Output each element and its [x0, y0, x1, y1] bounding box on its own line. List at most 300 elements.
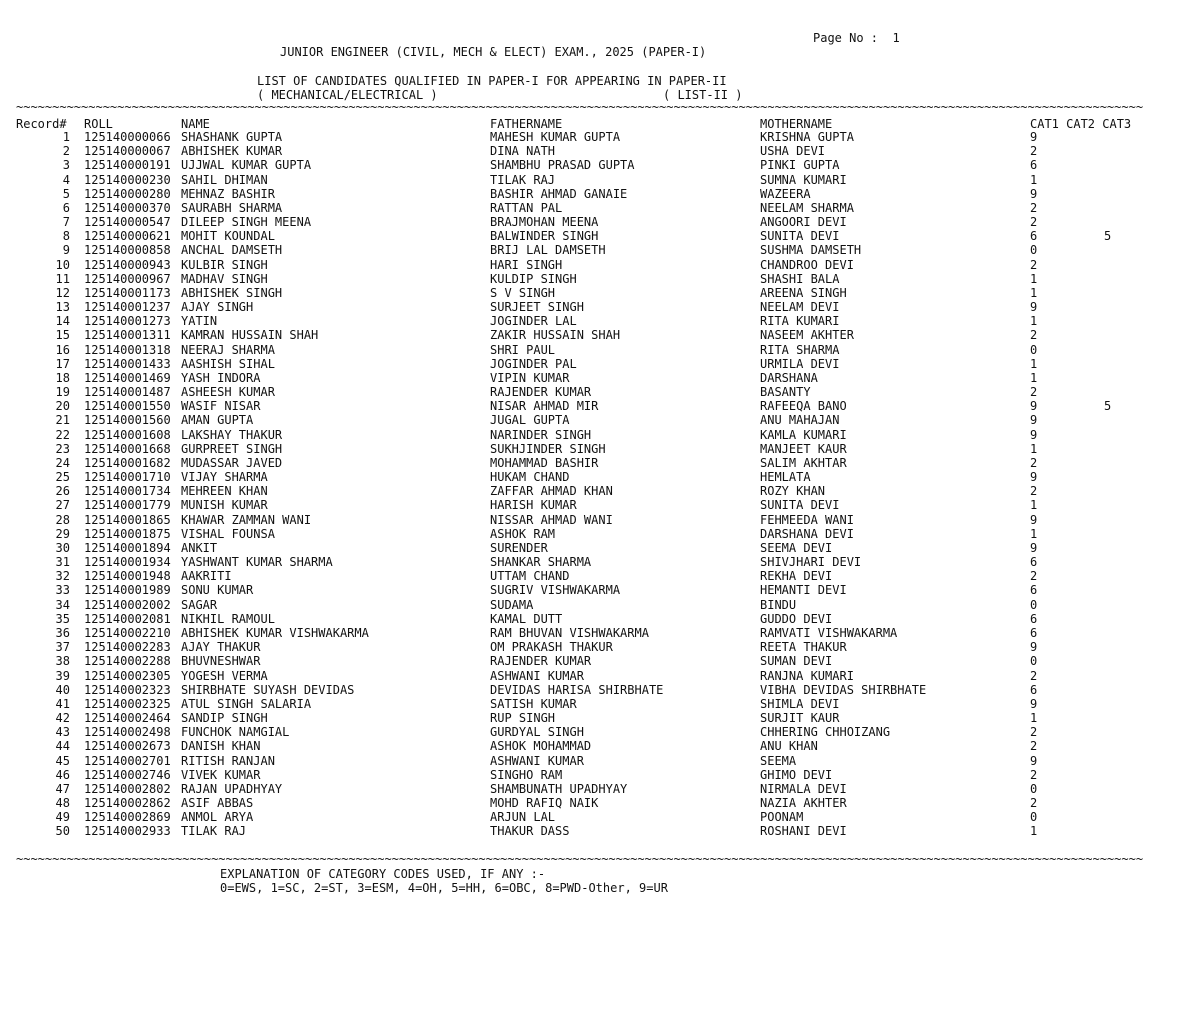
record-number: 35	[55, 611, 70, 626]
candidate-name: SHASHANK GUPTA	[181, 130, 283, 144]
category-codes-heading: EXPLANATION OF CATEGORY CODES USED, IF ANY :-	[220, 867, 546, 881]
record-number: 37	[55, 640, 70, 655]
record-number: 34	[55, 597, 70, 612]
roll-number: 125140001682	[84, 455, 171, 470]
mother-name: BASANTY	[760, 385, 811, 400]
roll-number: 125140001273	[84, 314, 171, 329]
father-name: HARI SINGH	[490, 257, 563, 272]
candidate-name: SAURABH SHARMA	[181, 200, 283, 215]
father-name: ASHWANI KUMAR	[490, 753, 584, 768]
father-name: MOHAMMAD BASHIR	[490, 455, 599, 470]
record-number: 18	[55, 370, 70, 385]
record-number: 15	[55, 328, 70, 343]
candidate-name: DANISH KHAN	[181, 739, 261, 754]
record-number: 33	[55, 583, 70, 598]
mother-name: GUDDO DEVI	[760, 611, 833, 626]
record-number: 30	[55, 540, 70, 555]
mother-name: SUNITA DEVI	[760, 229, 840, 244]
roll-number: 125140001487	[84, 385, 171, 400]
candidate-name: SONU KUMAR	[181, 583, 254, 598]
roll-number: 125140002802	[84, 781, 171, 796]
roll-number: 125140000858	[84, 243, 171, 258]
candidate-name: YOGESH VERMA	[181, 668, 268, 683]
cat1-code: 6	[1030, 682, 1038, 697]
roll-number: 125140002862	[84, 796, 171, 810]
record-number: 3	[62, 158, 70, 173]
mother-name: SEEMA	[760, 753, 797, 768]
mother-name: NAZIA AKHTER	[760, 796, 847, 810]
cat1-code: 9	[1030, 186, 1038, 201]
candidate-name: RAJAN UPADHYAY	[181, 781, 283, 796]
mother-name: RAMVATI VISHWAKARMA	[760, 626, 898, 640]
father-name: DINA NATH	[490, 144, 556, 159]
candidate-name: MEHNAZ BASHIR	[181, 186, 275, 201]
mother-name: ROZY KHAN	[760, 484, 826, 499]
roll-number: 125140000230	[84, 172, 171, 187]
record-number: 45	[55, 753, 70, 768]
candidate-name: VISHAL FOUNSA	[181, 526, 275, 541]
record-number: 28	[55, 512, 70, 527]
cat1-code: 2	[1030, 257, 1038, 272]
col-header-name: NAME	[181, 117, 210, 131]
roll-number: 125140001865	[84, 512, 171, 527]
candidate-name: ABHISHEK KUMAR	[181, 144, 283, 159]
father-name: RAM BHUVAN VISHWAKARMA	[490, 626, 649, 640]
mother-name: CHANDROO DEVI	[760, 257, 854, 272]
candidate-name: ABHISHEK KUMAR VISHWAKARMA	[181, 626, 369, 640]
mother-name: NEELAM SHARMA	[760, 200, 854, 215]
mother-name: POONAM	[760, 810, 804, 825]
roll-number: 125140002701	[84, 753, 171, 768]
cat3-code: 5	[1104, 399, 1112, 414]
candidate-name: VIVEK KUMAR	[181, 767, 261, 782]
father-name: BALWINDER SINGH	[490, 229, 599, 244]
candidate-name: AAKRITI	[181, 569, 232, 584]
roll-number: 125140000967	[84, 271, 171, 286]
roll-number: 125140000066	[84, 130, 171, 144]
candidate-name: RITISH RANJAN	[181, 753, 275, 768]
record-number: 26	[55, 484, 70, 499]
roll-number: 125140001433	[84, 356, 171, 371]
mother-name: KAMLA KUMARI	[760, 427, 847, 442]
father-name: HARISH KUMAR	[490, 498, 577, 513]
roll-number: 125140002673	[84, 739, 171, 754]
cat1-code: 1	[1030, 271, 1038, 286]
page-label-text: Page No :	[813, 31, 879, 45]
record-number: 22	[55, 427, 70, 442]
cat1-code: 9	[1030, 300, 1038, 314]
candidate-name: MUDASSAR JAVED	[181, 455, 283, 470]
record-number: 47	[55, 781, 70, 796]
father-name: KULDIP SINGH	[490, 271, 577, 286]
roll-number: 125140000280	[84, 186, 171, 201]
record-number: 13	[55, 300, 70, 314]
record-number: 5	[62, 186, 70, 201]
record-number: 20	[55, 399, 70, 414]
mother-name: RANJNA KUMARI	[760, 668, 854, 683]
roll-number: 125140002323	[84, 682, 171, 697]
page-number-value: 1	[892, 31, 900, 45]
mother-name: HEMANTI DEVI	[760, 583, 847, 598]
candidate-name: SANDIP SINGH	[181, 711, 268, 725]
record-number: 25	[55, 470, 70, 485]
record-number: 36	[55, 626, 70, 640]
father-name: THAKUR DASS	[490, 824, 570, 839]
father-name: UTTAM CHAND	[490, 569, 570, 584]
record-number: 42	[55, 711, 70, 725]
record-number: 2	[62, 144, 70, 159]
mother-name: SALIM AKHTAR	[760, 455, 847, 470]
cat1-code: 9	[1030, 753, 1038, 768]
father-name: ASHWANI KUMAR	[490, 668, 584, 683]
candidate-name: YATIN	[181, 314, 218, 329]
mother-name: PINKI GUPTA	[760, 158, 840, 173]
mother-name: REKHA DEVI	[760, 569, 833, 584]
cat1-code: 2	[1030, 200, 1038, 215]
record-number: 31	[55, 555, 70, 570]
cat1-code: 2	[1030, 215, 1038, 229]
roll-number: 125140002002	[84, 597, 171, 612]
candidate-name: UJJWAL KUMAR GUPTA	[181, 158, 312, 173]
mother-name: ANGOORI DEVI	[760, 215, 847, 229]
mother-name: WAZEERA	[760, 186, 811, 201]
mother-name: NEELAM DEVI	[760, 300, 840, 314]
mother-name: MANJEET KAUR	[760, 441, 847, 456]
candidate-name: AASHISH SIHAL	[181, 356, 275, 371]
col-header-record: Record#	[16, 117, 67, 131]
record-number: 49	[55, 810, 70, 825]
cat1-code: 1	[1030, 526, 1038, 541]
mother-name: FEHMEEDA WANI	[760, 512, 854, 527]
candidate-name: YASH INDORA	[181, 370, 261, 385]
candidate-name: ASIF ABBAS	[181, 796, 254, 810]
roll-number: 125140001894	[84, 540, 171, 555]
cat1-code: 1	[1030, 824, 1038, 839]
candidate-name: MADHAV SINGH	[181, 271, 268, 286]
record-number: 41	[55, 696, 70, 711]
roll-number: 125140001173	[84, 285, 171, 300]
father-name: OM PRAKASH THAKUR	[490, 640, 613, 655]
cat1-code: 6	[1030, 583, 1038, 598]
father-name: JOGINDER LAL	[490, 314, 577, 329]
mother-name: DARSHANA	[760, 370, 818, 385]
candidate-name: BHUVNESHWAR	[181, 654, 261, 669]
father-name: S V SINGH	[490, 285, 556, 300]
cat1-code: 2	[1030, 385, 1038, 400]
mother-name: GHIMO DEVI	[760, 767, 833, 782]
mother-name: ANU MAHAJAN	[760, 413, 840, 428]
mother-name: HEMLATA	[760, 470, 811, 485]
father-name: SINGHO RAM	[490, 767, 563, 782]
father-name: SURENDER	[490, 540, 548, 555]
record-number: 44	[55, 739, 70, 754]
roll-number: 125140001469	[84, 370, 171, 385]
cat1-code: 9	[1030, 470, 1038, 485]
father-name: GURDYAL SINGH	[490, 725, 584, 740]
father-name: TILAK RAJ	[490, 172, 556, 187]
roll-number: 125140001875	[84, 526, 171, 541]
list-subtitle: LIST OF CANDIDATES QUALIFIED IN PAPER-I FOR APPEARING IN PAPER-II	[257, 74, 727, 88]
cat1-code: 1	[1030, 285, 1038, 300]
roll-number: 125140002288	[84, 654, 171, 669]
record-number: 7	[62, 215, 70, 229]
cat1-code: 2	[1030, 455, 1038, 470]
cat1-code: 0	[1030, 243, 1038, 258]
candidate-name: FUNCHOK NAMGIAL	[181, 725, 290, 740]
father-name: VIPIN KUMAR	[490, 370, 570, 385]
mother-name: ANU KHAN	[760, 739, 818, 754]
mother-name: CHHERING CHHOIZANG	[760, 725, 891, 740]
candidate-name: SHIRBHATE SUYASH DEVIDAS	[181, 682, 355, 697]
mother-name: RITA SHARMA	[760, 342, 840, 357]
cat1-code: 0	[1030, 781, 1038, 796]
cat1-code: 6	[1030, 555, 1038, 570]
candidate-name: NEERAJ SHARMA	[181, 342, 275, 357]
roll-number: 125140002210	[84, 626, 171, 640]
cat1-code: 9	[1030, 696, 1038, 711]
record-number: 10	[55, 257, 70, 272]
father-name: DEVIDAS HARISA SHIRBHATE	[490, 682, 664, 697]
record-number: 8	[62, 229, 70, 244]
roll-number: 125140001779	[84, 498, 171, 513]
father-name: MAHESH KUMAR GUPTA	[490, 130, 621, 144]
cat1-code: 6	[1030, 158, 1038, 173]
cat1-code: 2	[1030, 484, 1038, 499]
roll-number: 125140002746	[84, 767, 171, 782]
father-name: SURJEET SINGH	[490, 300, 584, 314]
mother-name: DARSHANA DEVI	[760, 526, 854, 541]
mother-name: RAFEEQA BANO	[760, 399, 847, 414]
cat1-code: 6	[1030, 626, 1038, 640]
father-name: RATTAN PAL	[490, 200, 563, 215]
record-number: 17	[55, 356, 70, 371]
cat3-code: 5	[1104, 229, 1112, 244]
father-name: ZAKIR HUSSAIN SHAH	[490, 328, 621, 343]
mother-name: USHA DEVI	[760, 144, 826, 159]
col-header-father: FATHERNAME	[490, 117, 563, 131]
roll-number: 125140002283	[84, 640, 171, 655]
record-number: 16	[55, 342, 70, 357]
record-number: 14	[55, 314, 70, 329]
roll-number: 125140001318	[84, 342, 171, 357]
father-name: KAMAL DUTT	[490, 611, 563, 626]
father-name: SUKHJINDER SINGH	[490, 441, 606, 456]
record-number: 11	[55, 271, 70, 286]
cat1-code: 9	[1030, 512, 1038, 527]
father-name: NARINDER SINGH	[490, 427, 592, 442]
mother-name: REETA THAKUR	[760, 640, 847, 655]
cat1-code: 1	[1030, 498, 1038, 513]
roll-number: 125140002869	[84, 810, 171, 825]
candidate-name: MUNISH KUMAR	[181, 498, 268, 513]
record-number: 4	[62, 172, 70, 187]
bottom-separator: ~~~~~~~~~~~~~~~~~~~~~~~~~~~~~~~~~~~~~~~~~~~~~~~~~~~~~~~~~~~~~~~~~~~~~~~~~~~~~~~~~~~~~~~~~~~~~~~~~~~~~~~~~~~~~~~~~~~~~~~~~~~~~~~~~~~~~~~~~~~~~~~~~~~~~~~~~~~~	[16, 852, 1144, 866]
father-name: RAJENDER KUMAR	[490, 654, 592, 669]
record-number: 6	[62, 200, 70, 215]
cat1-code: 1	[1030, 172, 1038, 187]
page-title: JUNIOR ENGINEER (CIVIL, MECH & ELECT) EXAM., 2025 (PAPER-I)	[280, 45, 707, 59]
roll-number: 125140001734	[84, 484, 171, 499]
record-number: 24	[55, 455, 70, 470]
candidate-name: LAKSHAY THAKUR	[181, 427, 283, 442]
father-name: BRAJMOHAN MEENA	[490, 215, 599, 229]
candidate-name: SAHIL DHIMAN	[181, 172, 268, 187]
cat1-code: 2	[1030, 569, 1038, 584]
mother-name: SHIMLA DEVI	[760, 696, 840, 711]
father-name: MOHD RAFIQ NAIK	[490, 796, 599, 810]
father-name: JOGINDER PAL	[490, 356, 577, 371]
cat1-code: 2	[1030, 668, 1038, 683]
mother-name: SEEMA DEVI	[760, 540, 833, 555]
father-name: NISAR AHMAD MIR	[490, 399, 599, 414]
candidate-name: KHAWAR ZAMMAN WANI	[181, 512, 312, 527]
cat1-code: 0	[1030, 342, 1038, 357]
cat1-code: 0	[1030, 654, 1038, 669]
record-number: 12	[55, 285, 70, 300]
record-number: 9	[62, 243, 70, 258]
roll-number: 125140001560	[84, 413, 171, 428]
roll-number: 125140002325	[84, 696, 171, 711]
col-header-mother: MOTHERNAME	[760, 117, 833, 131]
mother-name: KRISHNA GUPTA	[760, 130, 854, 144]
cat1-code: 0	[1030, 810, 1038, 825]
record-number: 21	[55, 413, 70, 428]
record-number: 39	[55, 668, 70, 683]
col-header-categories: CAT1 CAT2 CAT3	[1030, 117, 1132, 131]
mother-name: VIBHA DEVIDAS SHIRBHATE	[760, 682, 927, 697]
roll-number: 125140001668	[84, 441, 171, 456]
cat1-code: 2	[1030, 144, 1038, 159]
mother-name: SHASHI BALA	[760, 271, 840, 286]
candidate-name: ANCHAL DAMSETH	[181, 243, 283, 258]
roll-number: 125140001710	[84, 470, 171, 485]
mother-name: SURJIT KAUR	[760, 711, 840, 725]
cat1-code: 2	[1030, 796, 1038, 810]
record-number: 29	[55, 526, 70, 541]
candidate-name: ASHEESH KUMAR	[181, 385, 275, 400]
mother-name: SUSHMA DAMSETH	[760, 243, 862, 258]
record-number: 46	[55, 767, 70, 782]
roll-number: 125140000191	[84, 158, 171, 173]
roll-number: 125140001608	[84, 427, 171, 442]
page-number-label	[813, 31, 900, 45]
roll-number: 125140001948	[84, 569, 171, 584]
candidate-name: VIJAY SHARMA	[181, 470, 268, 485]
candidate-name: WASIF NISAR	[181, 399, 261, 414]
father-name: SHRI PAUL	[490, 342, 556, 357]
cat1-code: 9	[1030, 413, 1038, 428]
stream-label: ( MECHANICAL/ELECTRICAL )	[257, 88, 438, 102]
cat1-code: 9	[1030, 540, 1038, 555]
mother-name: URMILA DEVI	[760, 356, 840, 371]
roll-number: 125140001237	[84, 300, 171, 314]
roll-number: 125140001311	[84, 328, 171, 343]
candidate-name: KAMRAN HUSSAIN SHAH	[181, 328, 319, 343]
roll-number: 125140001934	[84, 555, 171, 570]
col-header-roll: ROLL	[84, 117, 113, 131]
father-name: SUDAMA	[490, 597, 534, 612]
candidate-name: SAGAR	[181, 597, 218, 612]
candidate-name: KULBIR SINGH	[181, 257, 268, 272]
father-name: NISSAR AHMAD WANI	[490, 512, 613, 527]
candidate-name: GURPREET SINGH	[181, 441, 283, 456]
cat1-code: 6	[1030, 611, 1038, 626]
candidate-name: ANKIT	[181, 540, 218, 555]
father-name: RUP SINGH	[490, 711, 556, 725]
roll-number: 125140002081	[84, 611, 171, 626]
father-name: JUGAL GUPTA	[490, 413, 570, 428]
roll-number: 125140002933	[84, 824, 171, 839]
record-number: 1	[62, 130, 70, 144]
category-codes-legend: 0=EWS, 1=SC, 2=ST, 3=ESM, 4=OH, 5=HH, 6=OBC, 8=PWD-Other, 9=UR	[220, 881, 668, 895]
cat1-code: 2	[1030, 328, 1038, 343]
candidate-name: YASHWANT KUMAR SHARMA	[181, 555, 333, 570]
roll-number: 125140002464	[84, 711, 171, 725]
roll-number: 125140001989	[84, 583, 171, 598]
father-name: SHAMBHU PRASAD GUPTA	[490, 158, 635, 173]
mother-name: AREENA SINGH	[760, 285, 847, 300]
list-number-label: ( LIST-II )	[663, 88, 743, 102]
cat1-code: 2	[1030, 739, 1038, 754]
father-name: HUKAM CHAND	[490, 470, 570, 485]
mother-name: SUNITA DEVI	[760, 498, 840, 513]
roll-number: 125140000370	[84, 200, 171, 215]
father-name: SHAMBUNATH UPADHYAY	[490, 781, 628, 796]
candidate-name: NIKHIL RAMOUL	[181, 611, 275, 626]
mother-name: ROSHANI DEVI	[760, 824, 847, 839]
candidate-name: AJAY THAKUR	[181, 640, 261, 655]
roll-number: 125140000547	[84, 215, 171, 229]
cat1-code: 1	[1030, 314, 1038, 329]
mother-name: RITA KUMARI	[760, 314, 840, 329]
cat1-code: 2	[1030, 725, 1038, 740]
record-number: 32	[55, 569, 70, 584]
record-number: 23	[55, 441, 70, 456]
father-name: ARJUN LAL	[490, 810, 556, 825]
father-name: SUGRIV VISHWAKARMA	[490, 583, 621, 598]
mother-name: NIRMALA DEVI	[760, 781, 847, 796]
record-number: 27	[55, 498, 70, 513]
father-name: ASHOK MOHAMMAD	[490, 739, 592, 754]
candidate-name: AMAN GUPTA	[181, 413, 254, 428]
cat1-code: 2	[1030, 767, 1038, 782]
candidate-name: ATUL SINGH SALARIA	[181, 696, 312, 711]
mother-name: SHIVJHARI DEVI	[760, 555, 862, 570]
roll-number: 125140002305	[84, 668, 171, 683]
cat1-code: 6	[1030, 229, 1038, 244]
top-separator: ~~~~~~~~~~~~~~~~~~~~~~~~~~~~~~~~~~~~~~~~~~~~~~~~~~~~~~~~~~~~~~~~~~~~~~~~~~~~~~~~~~~~~~~~~~~~~~~~~~~~~~~~~~~~~~~~~~~~~~~~~~~~~~~~~~~~~~~~~~~~~~~~~~~~~~~~~~~~	[16, 100, 1144, 114]
candidate-name: ABHISHEK SINGH	[181, 285, 283, 300]
roll-number: 125140002498	[84, 725, 171, 740]
cat1-code: 9	[1030, 427, 1038, 442]
record-number: 19	[55, 385, 70, 400]
roll-number: 125140000621	[84, 229, 171, 244]
cat1-code: 9	[1030, 399, 1038, 414]
mother-name: NASEEM AKHTER	[760, 328, 854, 343]
cat1-code: 1	[1030, 441, 1038, 456]
cat1-code: 1	[1030, 370, 1038, 385]
father-name: RAJENDER KUMAR	[490, 385, 592, 400]
candidate-name: DILEEP SINGH MEENA	[181, 215, 312, 229]
cat1-code: 1	[1030, 711, 1038, 725]
candidate-name: MOHIT KOUNDAL	[181, 229, 275, 244]
mother-name: SUMNA KUMARI	[760, 172, 847, 187]
mother-name: SUMAN DEVI	[760, 654, 833, 669]
candidate-name: TILAK RAJ	[181, 824, 247, 839]
roll-number: 125140001550	[84, 399, 171, 414]
record-number: 43	[55, 725, 70, 740]
father-name: BASHIR AHMAD GANAIE	[490, 186, 628, 201]
